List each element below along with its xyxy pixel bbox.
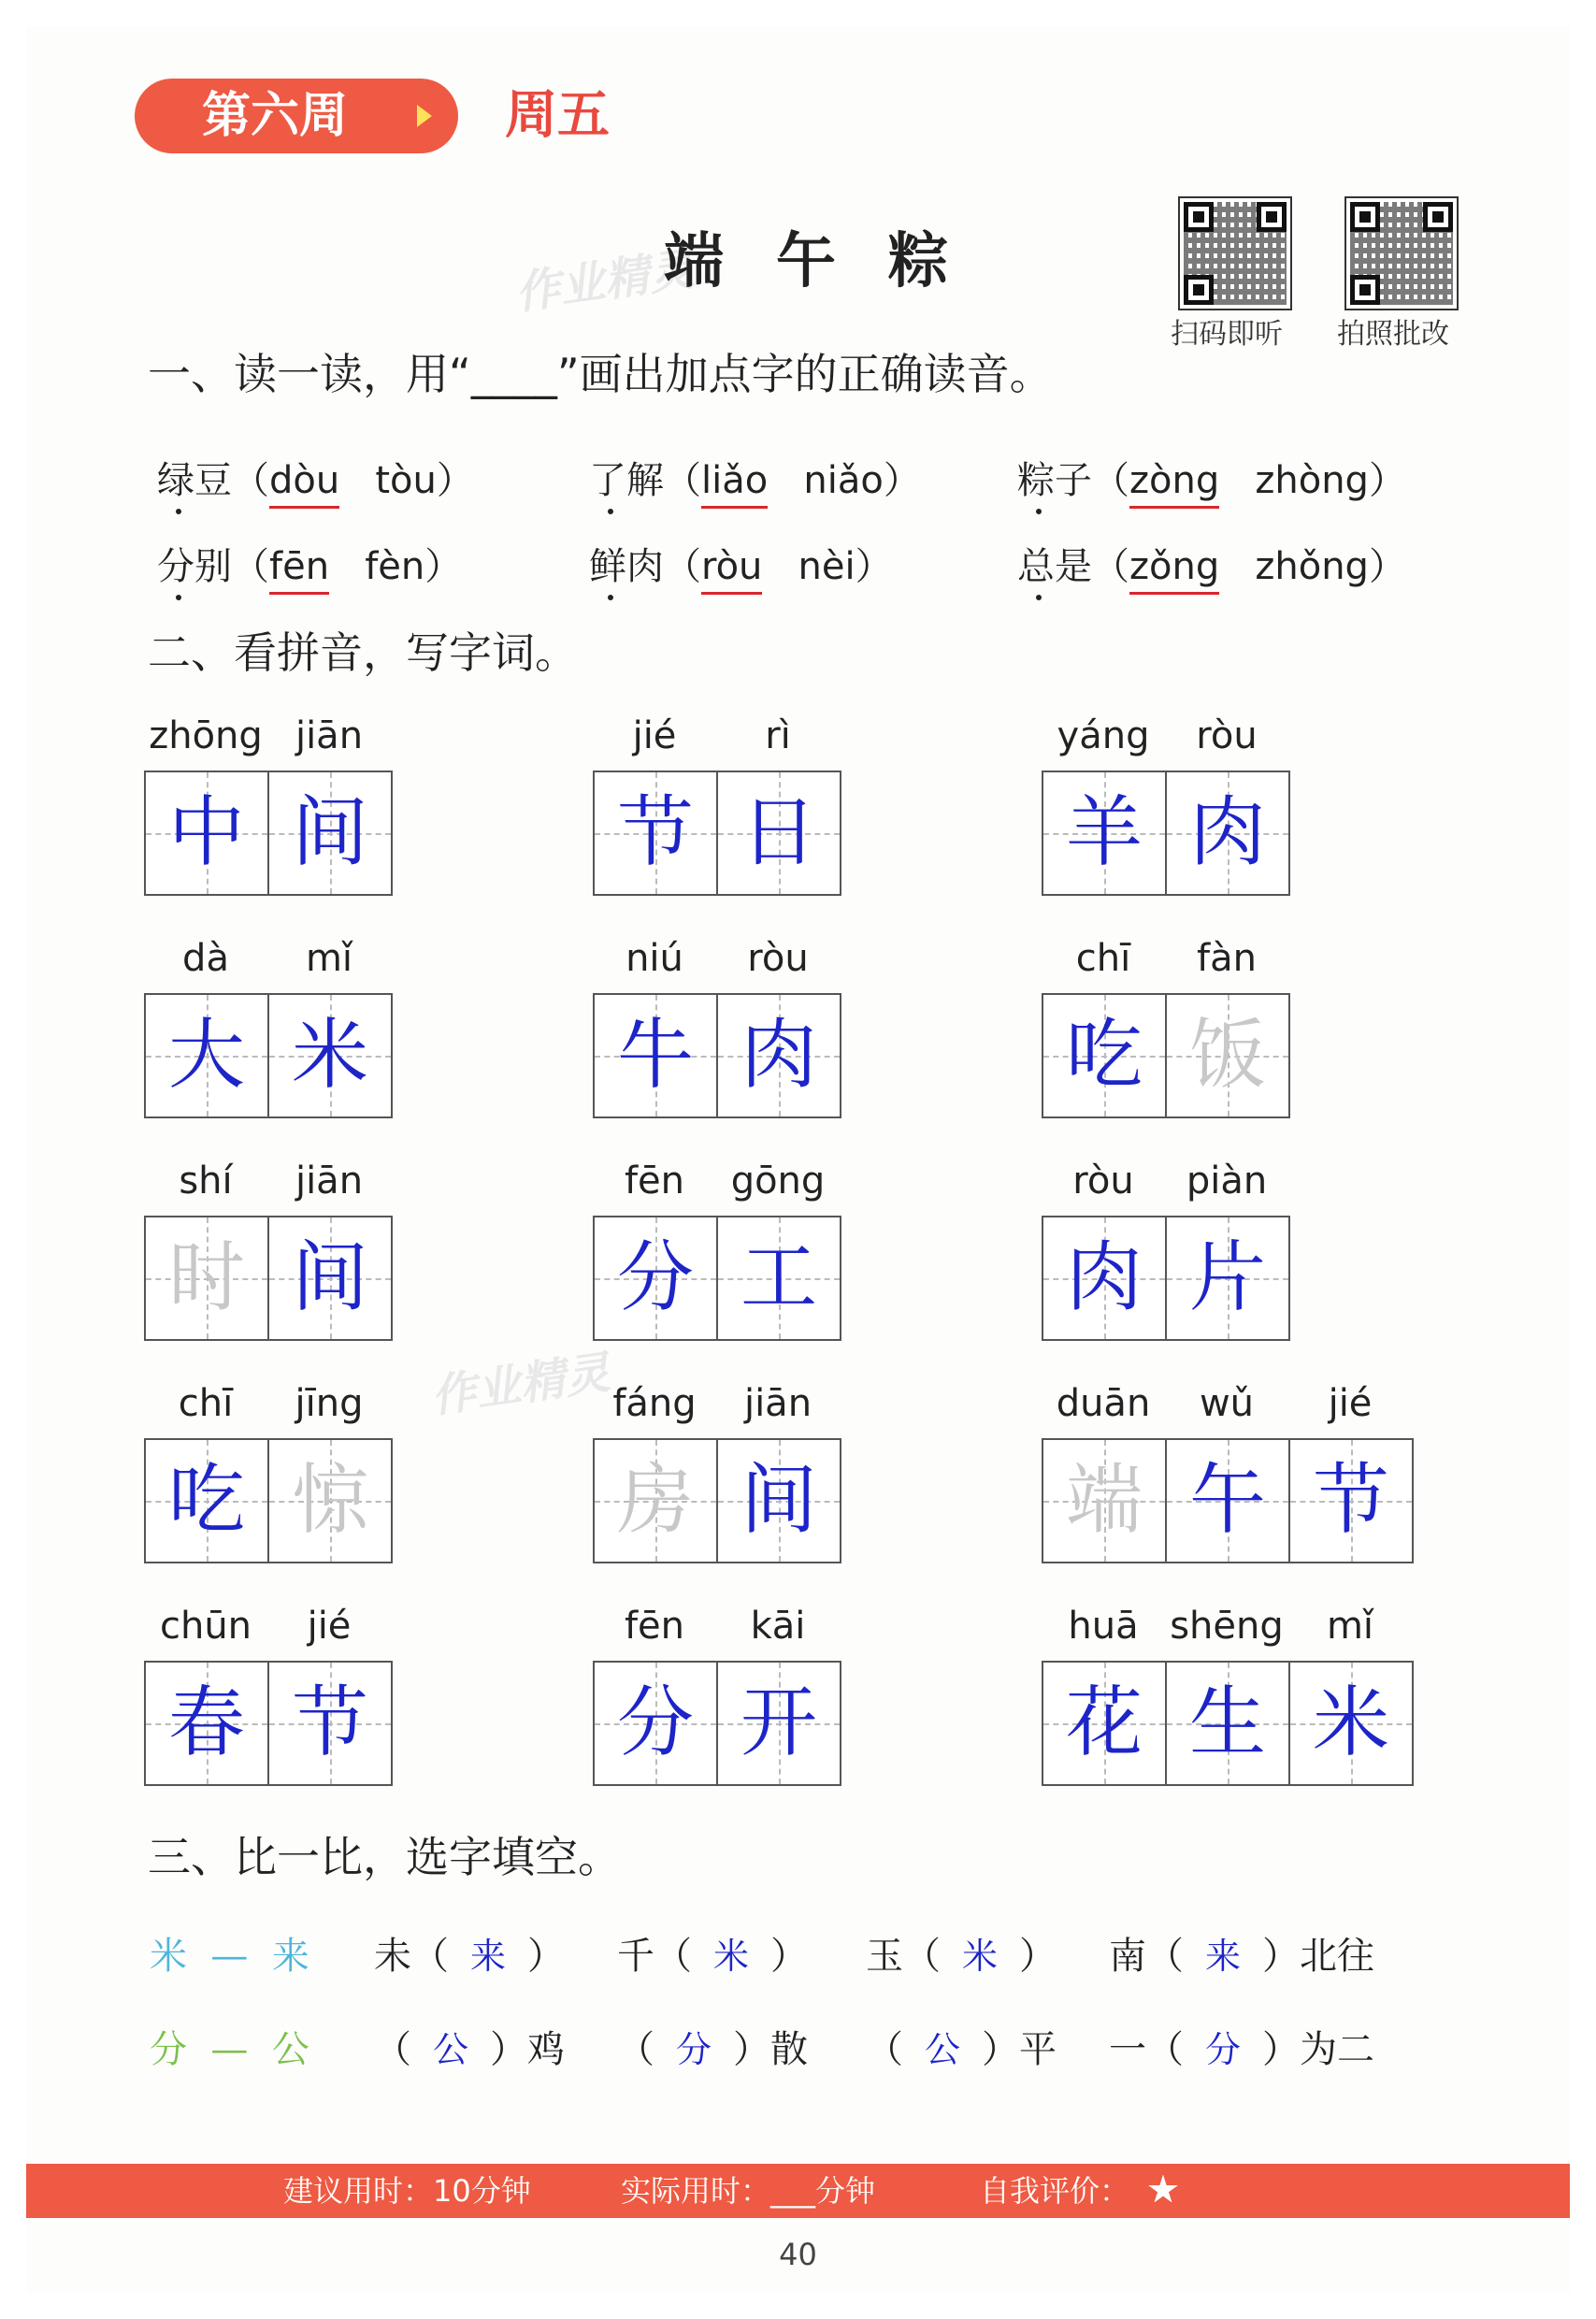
blank-suffix: ）鸡 (490, 2028, 565, 2071)
written-char: 中 (167, 788, 245, 877)
written-char: 饭 (1188, 1011, 1266, 1100)
paren-close: ） (855, 545, 893, 588)
pair-char: 公 (271, 2028, 309, 2071)
tian-cell[interactable] (1290, 1663, 1412, 1784)
tian-cell[interactable] (595, 1663, 718, 1784)
fill-blank-item (1109, 2020, 1374, 2073)
written-char: 间 (291, 1233, 368, 1322)
blank-prefix: 千（ (617, 1935, 692, 1978)
paren-open: （ (232, 459, 269, 502)
written-char: 节 (291, 1678, 368, 1767)
pinyin-syllable: jié (632, 714, 677, 757)
emphasis-dot (176, 595, 181, 600)
pinyin-syllable: jiān (743, 1382, 812, 1425)
tian-cell[interactable] (595, 1440, 718, 1562)
blank-suffix: ） (1019, 1935, 1057, 1978)
tian-grid (144, 1216, 393, 1341)
tian-cell[interactable] (146, 1217, 269, 1339)
tian-cell[interactable] (269, 1217, 391, 1339)
written-char: 米 (291, 1011, 368, 1100)
reading-option (157, 451, 474, 504)
pinyin-syllable: chī (178, 1382, 234, 1425)
play-arrow-icon (417, 105, 432, 127)
written-char: 节 (1312, 1456, 1389, 1545)
word-text: 总是 (1017, 545, 1092, 588)
qr-code-listen[interactable] (1178, 196, 1292, 310)
blank-suffix: ） (770, 1935, 808, 1978)
written-char: 吃 (1065, 1011, 1143, 1100)
pinyin-wrong: fèn (365, 545, 425, 588)
pinyin-wrong: niǎo (803, 459, 884, 502)
pinyin-syllable: jīng (295, 1382, 364, 1425)
written-char: 节 (616, 788, 694, 877)
word-text: 分别 (157, 545, 232, 588)
pair-dash: — (187, 2028, 272, 2071)
pinyin-syllable: jiān (295, 1160, 364, 1203)
word-text: 粽子 (1017, 459, 1092, 502)
tian-cell[interactable] (718, 1663, 840, 1784)
pinyin-wrong: tòu (375, 459, 437, 502)
emphasis-dot (176, 509, 181, 514)
written-char: 片 (1188, 1233, 1266, 1322)
written-char: 午 (1188, 1456, 1266, 1545)
emphasis-dot (608, 509, 613, 514)
tian-cell[interactable] (269, 772, 391, 894)
blank-prefix: 南（ (1109, 1935, 1184, 1978)
qr-label-listen: 扫码即听 (1171, 318, 1283, 351)
pinyin-syllable: yáng (1057, 714, 1150, 757)
paren-close: ） (1368, 545, 1406, 588)
tian-cell[interactable] (1167, 1663, 1290, 1784)
blank-prefix: 未（ (374, 1935, 449, 1978)
blank-suffix: ）北往 (1262, 1935, 1374, 1978)
emphasis-dot (608, 595, 613, 600)
section-2-heading: 二、看拼音，写字词。 (148, 627, 578, 678)
blank-answer[interactable]: 米 (712, 1936, 749, 1977)
pinyin-wrong: zhòng (1255, 459, 1369, 502)
blank-suffix: ） (527, 1935, 565, 1978)
pinyin-syllable: kāi (750, 1605, 806, 1648)
tian-grid (1042, 993, 1290, 1118)
watermark: 作业精灵 (427, 1346, 613, 1424)
word-text: 了解 (589, 459, 664, 502)
written-char: 花 (1065, 1678, 1143, 1767)
pinyin-syllable: fàn (1197, 937, 1257, 980)
suggested-time: 建议用时：10分钟 (283, 2173, 531, 2209)
tian-cell[interactable] (595, 772, 718, 894)
week-badge (135, 79, 458, 153)
pinyin-syllable: chī (1075, 937, 1131, 980)
tian-cell[interactable] (595, 995, 718, 1116)
written-char: 间 (740, 1456, 817, 1545)
blank-answer[interactable]: 米 (961, 1936, 998, 1977)
pinyin-syllable: piàn (1186, 1160, 1268, 1203)
qr-label-correct: 拍照批改 (1337, 318, 1449, 351)
tian-cell[interactable] (718, 1440, 840, 1562)
written-char: 工 (740, 1233, 817, 1322)
pinyin-syllable: dà (182, 937, 229, 980)
tian-cell[interactable] (269, 995, 391, 1116)
page-title: 端午粽 (664, 226, 1000, 296)
written-char: 羊 (1065, 788, 1143, 877)
blank-answer[interactable]: 公 (924, 2029, 960, 2070)
written-char: 吃 (167, 1456, 245, 1545)
tian-cell[interactable] (1167, 995, 1288, 1116)
pinyin-syllable: fáng (612, 1382, 697, 1425)
written-char: 分 (616, 1678, 694, 1767)
tian-cell[interactable] (1167, 1217, 1288, 1339)
pinyin-syllable: rì (765, 714, 791, 757)
tian-grid (144, 993, 393, 1118)
tian-grid (593, 771, 841, 896)
pinyin-syllable: fēn (624, 1605, 685, 1648)
written-char: 肉 (1065, 1233, 1143, 1322)
tian-grid (144, 771, 393, 896)
written-char: 肉 (1188, 788, 1266, 877)
fill-blank-item (374, 1926, 565, 1980)
tian-cell[interactable] (146, 995, 269, 1116)
actual-time: 实际用时：___分钟 (621, 2173, 876, 2209)
pinyin-correct: ròu (701, 545, 762, 595)
section-1-heading: 一、读一读，用“____”画出加点字的正确读音。 (148, 349, 1053, 399)
pinyin-correct: zòng (1129, 459, 1219, 509)
pinyin-syllable: huā (1068, 1605, 1139, 1648)
pinyin-syllable: zhōng (149, 714, 263, 757)
pinyin-syllable: mǐ (305, 937, 353, 980)
tian-cell[interactable] (146, 1440, 269, 1562)
pinyin-syllable: gōng (730, 1160, 826, 1203)
pinyin-syllable: jiān (295, 714, 364, 757)
blank-answer[interactable]: 分 (1204, 2029, 1241, 2070)
blank-suffix: ）为二 (1262, 2028, 1374, 2071)
tian-cell[interactable] (1043, 1440, 1167, 1562)
written-char: 生 (1188, 1678, 1266, 1767)
pinyin-syllable: jié (307, 1605, 352, 1648)
pinyin-syllable: chūn (159, 1605, 252, 1648)
blank-prefix: （ (374, 2028, 411, 2071)
tian-grid (1042, 771, 1290, 896)
written-char: 间 (291, 788, 368, 877)
watermark: 作业精灵 (511, 242, 697, 321)
pinyin-correct: fēn (269, 545, 329, 595)
tian-cell[interactable] (269, 1663, 391, 1784)
pinyin-wrong: nèi (798, 545, 856, 588)
self-evaluation-label: 自我评价： (980, 2173, 1130, 2209)
pinyin-correct: zǒng (1129, 545, 1219, 595)
tian-cell[interactable] (1043, 1217, 1167, 1339)
tian-cell[interactable] (1043, 1663, 1167, 1784)
written-char: 开 (740, 1678, 817, 1767)
tian-grid (593, 1438, 841, 1563)
fill-blank-item (1109, 1926, 1374, 1980)
tian-cell[interactable] (1167, 1440, 1290, 1562)
reading-option (1017, 537, 1406, 590)
footer-bar (26, 2164, 1570, 2218)
reading-option (1017, 451, 1406, 504)
section-3-heading: 三、比一比，选字填空。 (148, 1832, 621, 1882)
pair-dash: — (187, 1935, 272, 1978)
paren-open: （ (232, 545, 269, 588)
blank-answer[interactable]: 公 (432, 2029, 468, 2070)
blank-prefix: （ (617, 2028, 654, 2071)
page-number: 40 (779, 2237, 817, 2272)
pinyin-syllable: jié (1328, 1382, 1373, 1425)
day-label: 周五 (505, 85, 610, 146)
blank-answer[interactable]: 来 (469, 1936, 506, 1977)
star-icon[interactable] (1148, 2175, 1178, 2205)
pinyin-syllable: ròu (1196, 714, 1258, 757)
emphasis-dot (1036, 595, 1042, 600)
tian-cell[interactable] (718, 995, 840, 1116)
blank-answer[interactable]: 来 (1204, 1936, 1241, 1977)
pinyin-syllable: ròu (1072, 1160, 1134, 1203)
paren-close: ） (883, 459, 921, 502)
fill-blank-item (617, 2020, 808, 2073)
tian-grid (1042, 1216, 1290, 1341)
written-char: 春 (167, 1678, 245, 1767)
pinyin-syllable: niú (625, 937, 683, 980)
written-char: 房 (616, 1456, 694, 1545)
pinyin-syllable: ròu (747, 937, 809, 980)
char-pair (150, 1926, 309, 1980)
emphasis-dot (1036, 509, 1042, 514)
tian-cell[interactable] (718, 1217, 840, 1339)
blank-prefix: 玉（ (866, 1935, 941, 1978)
written-char: 米 (1312, 1678, 1389, 1767)
pinyin-wrong: zhǒng (1255, 545, 1369, 588)
pinyin-syllable: shí (179, 1160, 233, 1203)
tian-cell[interactable] (146, 1663, 269, 1784)
written-char: 时 (167, 1233, 245, 1322)
pair-char: 来 (271, 1935, 309, 1978)
tian-cell[interactable] (146, 772, 269, 894)
tian-cell[interactable] (1043, 772, 1167, 894)
pinyin-syllable: shēng (1170, 1605, 1284, 1648)
written-char: 牛 (616, 1011, 694, 1100)
word-text: 鲜肉 (589, 545, 664, 588)
fill-blank-item (374, 2020, 565, 2073)
tian-grid (1042, 1661, 1414, 1786)
written-char: 大 (167, 1011, 245, 1100)
paren-open: （ (1092, 545, 1129, 588)
tian-grid (593, 1661, 841, 1786)
char-pair (150, 2020, 309, 2073)
tian-cell[interactable] (1290, 1440, 1412, 1562)
tian-grid (144, 1661, 393, 1786)
paren-close: ） (1368, 459, 1406, 502)
fill-blank-item (866, 2020, 1057, 2073)
blank-prefix: （ (866, 2028, 903, 2071)
tian-cell[interactable] (1167, 772, 1288, 894)
tian-cell[interactable] (718, 772, 840, 894)
pinyin-syllable: mǐ (1326, 1605, 1374, 1648)
paren-open: （ (1092, 459, 1129, 502)
fill-blank-item (866, 1926, 1057, 1980)
fill-blank-item (617, 1926, 808, 1980)
reading-option (589, 537, 893, 590)
tian-grid (593, 1216, 841, 1341)
pinyin-syllable: duān (1056, 1382, 1151, 1425)
paren-close: ） (424, 545, 463, 588)
paren-close: ） (436, 459, 474, 502)
written-char: 端 (1065, 1456, 1143, 1545)
tian-cell[interactable] (269, 1440, 391, 1562)
written-char: 日 (740, 788, 817, 877)
written-char: 分 (616, 1233, 694, 1322)
blank-answer[interactable]: 分 (675, 2029, 712, 2070)
tian-cell[interactable] (595, 1217, 718, 1339)
qr-code-correct[interactable] (1344, 196, 1459, 310)
pinyin-correct: liǎo (701, 459, 768, 509)
blank-suffix: ）平 (982, 2028, 1057, 2071)
reading-option (157, 537, 462, 590)
blank-prefix: 一（ (1109, 2028, 1184, 2071)
paren-open: （ (664, 459, 701, 502)
written-char: 肉 (740, 1011, 817, 1100)
week-label: 第六周 (202, 88, 349, 144)
tian-grid (593, 993, 841, 1118)
pinyin-correct: dòu (269, 459, 339, 509)
pinyin-syllable: fēn (624, 1160, 685, 1203)
blank-suffix: ）散 (733, 2028, 808, 2071)
tian-grid (1042, 1438, 1414, 1563)
paren-open: （ (664, 545, 701, 588)
tian-cell[interactable] (1043, 995, 1167, 1116)
word-text: 绿豆 (157, 459, 232, 502)
pair-char: 米 (150, 1935, 187, 1978)
written-char: 惊 (291, 1456, 368, 1545)
pair-char: 分 (150, 2028, 187, 2071)
pinyin-syllable: wǔ (1199, 1382, 1255, 1425)
tian-grid (144, 1438, 393, 1563)
reading-option (589, 451, 921, 504)
